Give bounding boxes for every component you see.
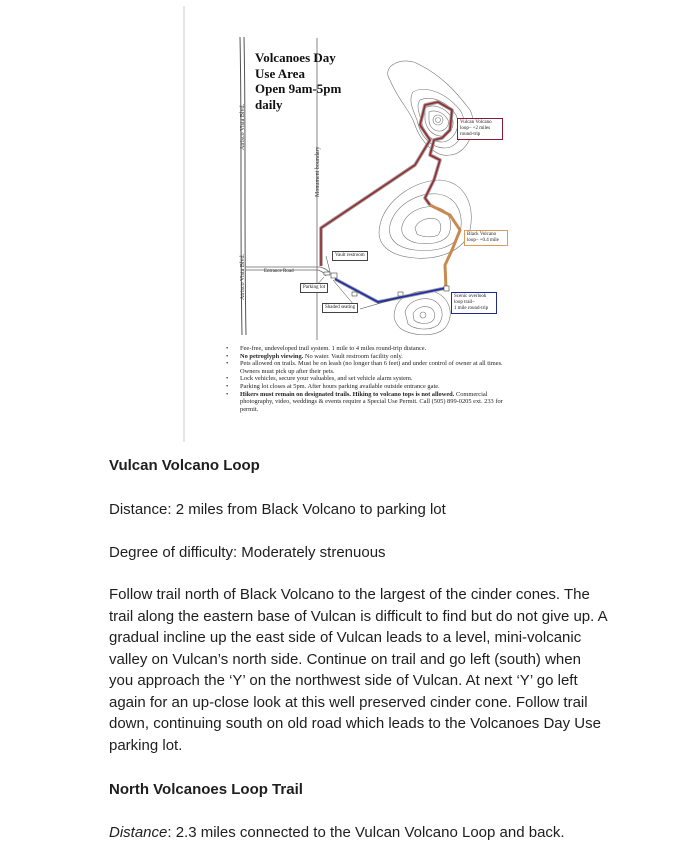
vulcan-distance: Distance: 2 miles from Black Volcano to parking lot bbox=[109, 501, 446, 518]
box-line: Scenic overlook bbox=[454, 294, 487, 299]
rule-item: • Fee-free, undeveloped trail system. 1 mile to 4 miles round-trip distance. bbox=[226, 345, 516, 353]
scenic-overlook-box bbox=[451, 292, 497, 314]
vulcan-difficulty: Degree of difficulty: Moderately strenuous bbox=[109, 544, 386, 561]
map-title-line: Open 9am-5pm bbox=[255, 81, 342, 96]
black-volcano-trail bbox=[430, 205, 460, 288]
box-line: Black Volcano bbox=[467, 232, 497, 237]
scenic-overlook-trail bbox=[335, 279, 446, 302]
map-title-line: Use Area bbox=[255, 65, 305, 81]
rule-item: • Lock vehicles, secure your valuables, and set vehicle alarm system. bbox=[226, 375, 516, 383]
map-title bbox=[255, 50, 375, 112]
box-line: loop– +0.4 mile bbox=[467, 238, 499, 243]
trail-descriptions bbox=[109, 455, 609, 844]
box-line: 1 mile round-trip bbox=[454, 306, 489, 311]
black-volcano-contours bbox=[379, 180, 471, 258]
content-divider-line bbox=[183, 6, 185, 442]
vulcan-description: Follow trail north of Black Volcano to the largest of the cinder cones. The trail along the eastern base of Vulcan is difficult to find but do not give up. A gradual incline up the east side of Vulcan leads to a level, mini-volcanic valley on Vulcan’s north side. Continue on trail and go left (south) when you approach the ‘Y’ on the northwest side of Vulcan. At next ‘Y’ go left again for an up-close look at this well preserved cinder cone. Follow trail down, continuing south on old road which leads to the Volcanoes Day Use parking lot. bbox=[109, 586, 607, 754]
rule-item: • No petroglyph viewing. No water. Vault restroom facility only. bbox=[226, 353, 516, 361]
monument-boundary-label: Monument boundary bbox=[315, 146, 321, 197]
parking-lot-label: Parking lot bbox=[300, 283, 328, 293]
box-line: round-trip bbox=[460, 132, 481, 137]
map-rules-list bbox=[226, 345, 516, 413]
rule-item: • Pets allowed on trails. Must be on leash (no longer than 6 feet) and under control of owner at all times. Owners must pick up after their pets. bbox=[226, 360, 516, 375]
seating-marker bbox=[398, 292, 403, 296]
atrisco-road-label: Atrisco Vista Blvd. bbox=[240, 103, 246, 150]
trail-map bbox=[220, 30, 520, 430]
vulcan-loop-box bbox=[457, 118, 503, 140]
box-line: loop trail– bbox=[454, 300, 475, 305]
box-line: Vulcan Volcano bbox=[460, 120, 492, 125]
shaded-seating-label: Shaded seating bbox=[322, 303, 358, 313]
box-line: loop– +2 miles bbox=[460, 126, 491, 131]
vault-restroom-label: Vault restroom bbox=[332, 251, 368, 261]
rule-item: • Parking lot closes at 5pm. After hours parking available outside entrance gate. bbox=[226, 383, 516, 391]
north-distance-label: Distance bbox=[109, 824, 168, 841]
overlook-marker bbox=[444, 286, 449, 291]
map-title-line: daily bbox=[255, 96, 283, 112]
restroom-marker bbox=[331, 273, 337, 278]
entrance-road-label: Entrance Road bbox=[264, 269, 294, 274]
parking-marker bbox=[324, 272, 330, 275]
north-distance-text: : 2.3 miles connected to the Vulcan Volcano Loop and back. bbox=[167, 824, 565, 841]
rule-item: • Hikers must remain on designated trails. Hiking to volcano tops is not allowed. Commercial photography, video, weddings & events require a Special Use Permit. Call (505) 899-0205 ext. 233 for permit. bbox=[226, 391, 516, 414]
map-title-line: Volcanoes Day bbox=[255, 50, 336, 65]
black-volcano-box bbox=[464, 230, 508, 246]
vulcan-loop-heading: Vulcan Volcano Loop bbox=[109, 457, 260, 474]
shelter-marker bbox=[352, 292, 357, 296]
north-loop-heading: North Volcanoes Loop Trail bbox=[109, 781, 303, 798]
north-distance bbox=[109, 821, 609, 844]
atrisco-road-label-lower: Atrisco Vista Blvd. bbox=[240, 253, 246, 300]
vulcan-trail bbox=[321, 102, 452, 266]
